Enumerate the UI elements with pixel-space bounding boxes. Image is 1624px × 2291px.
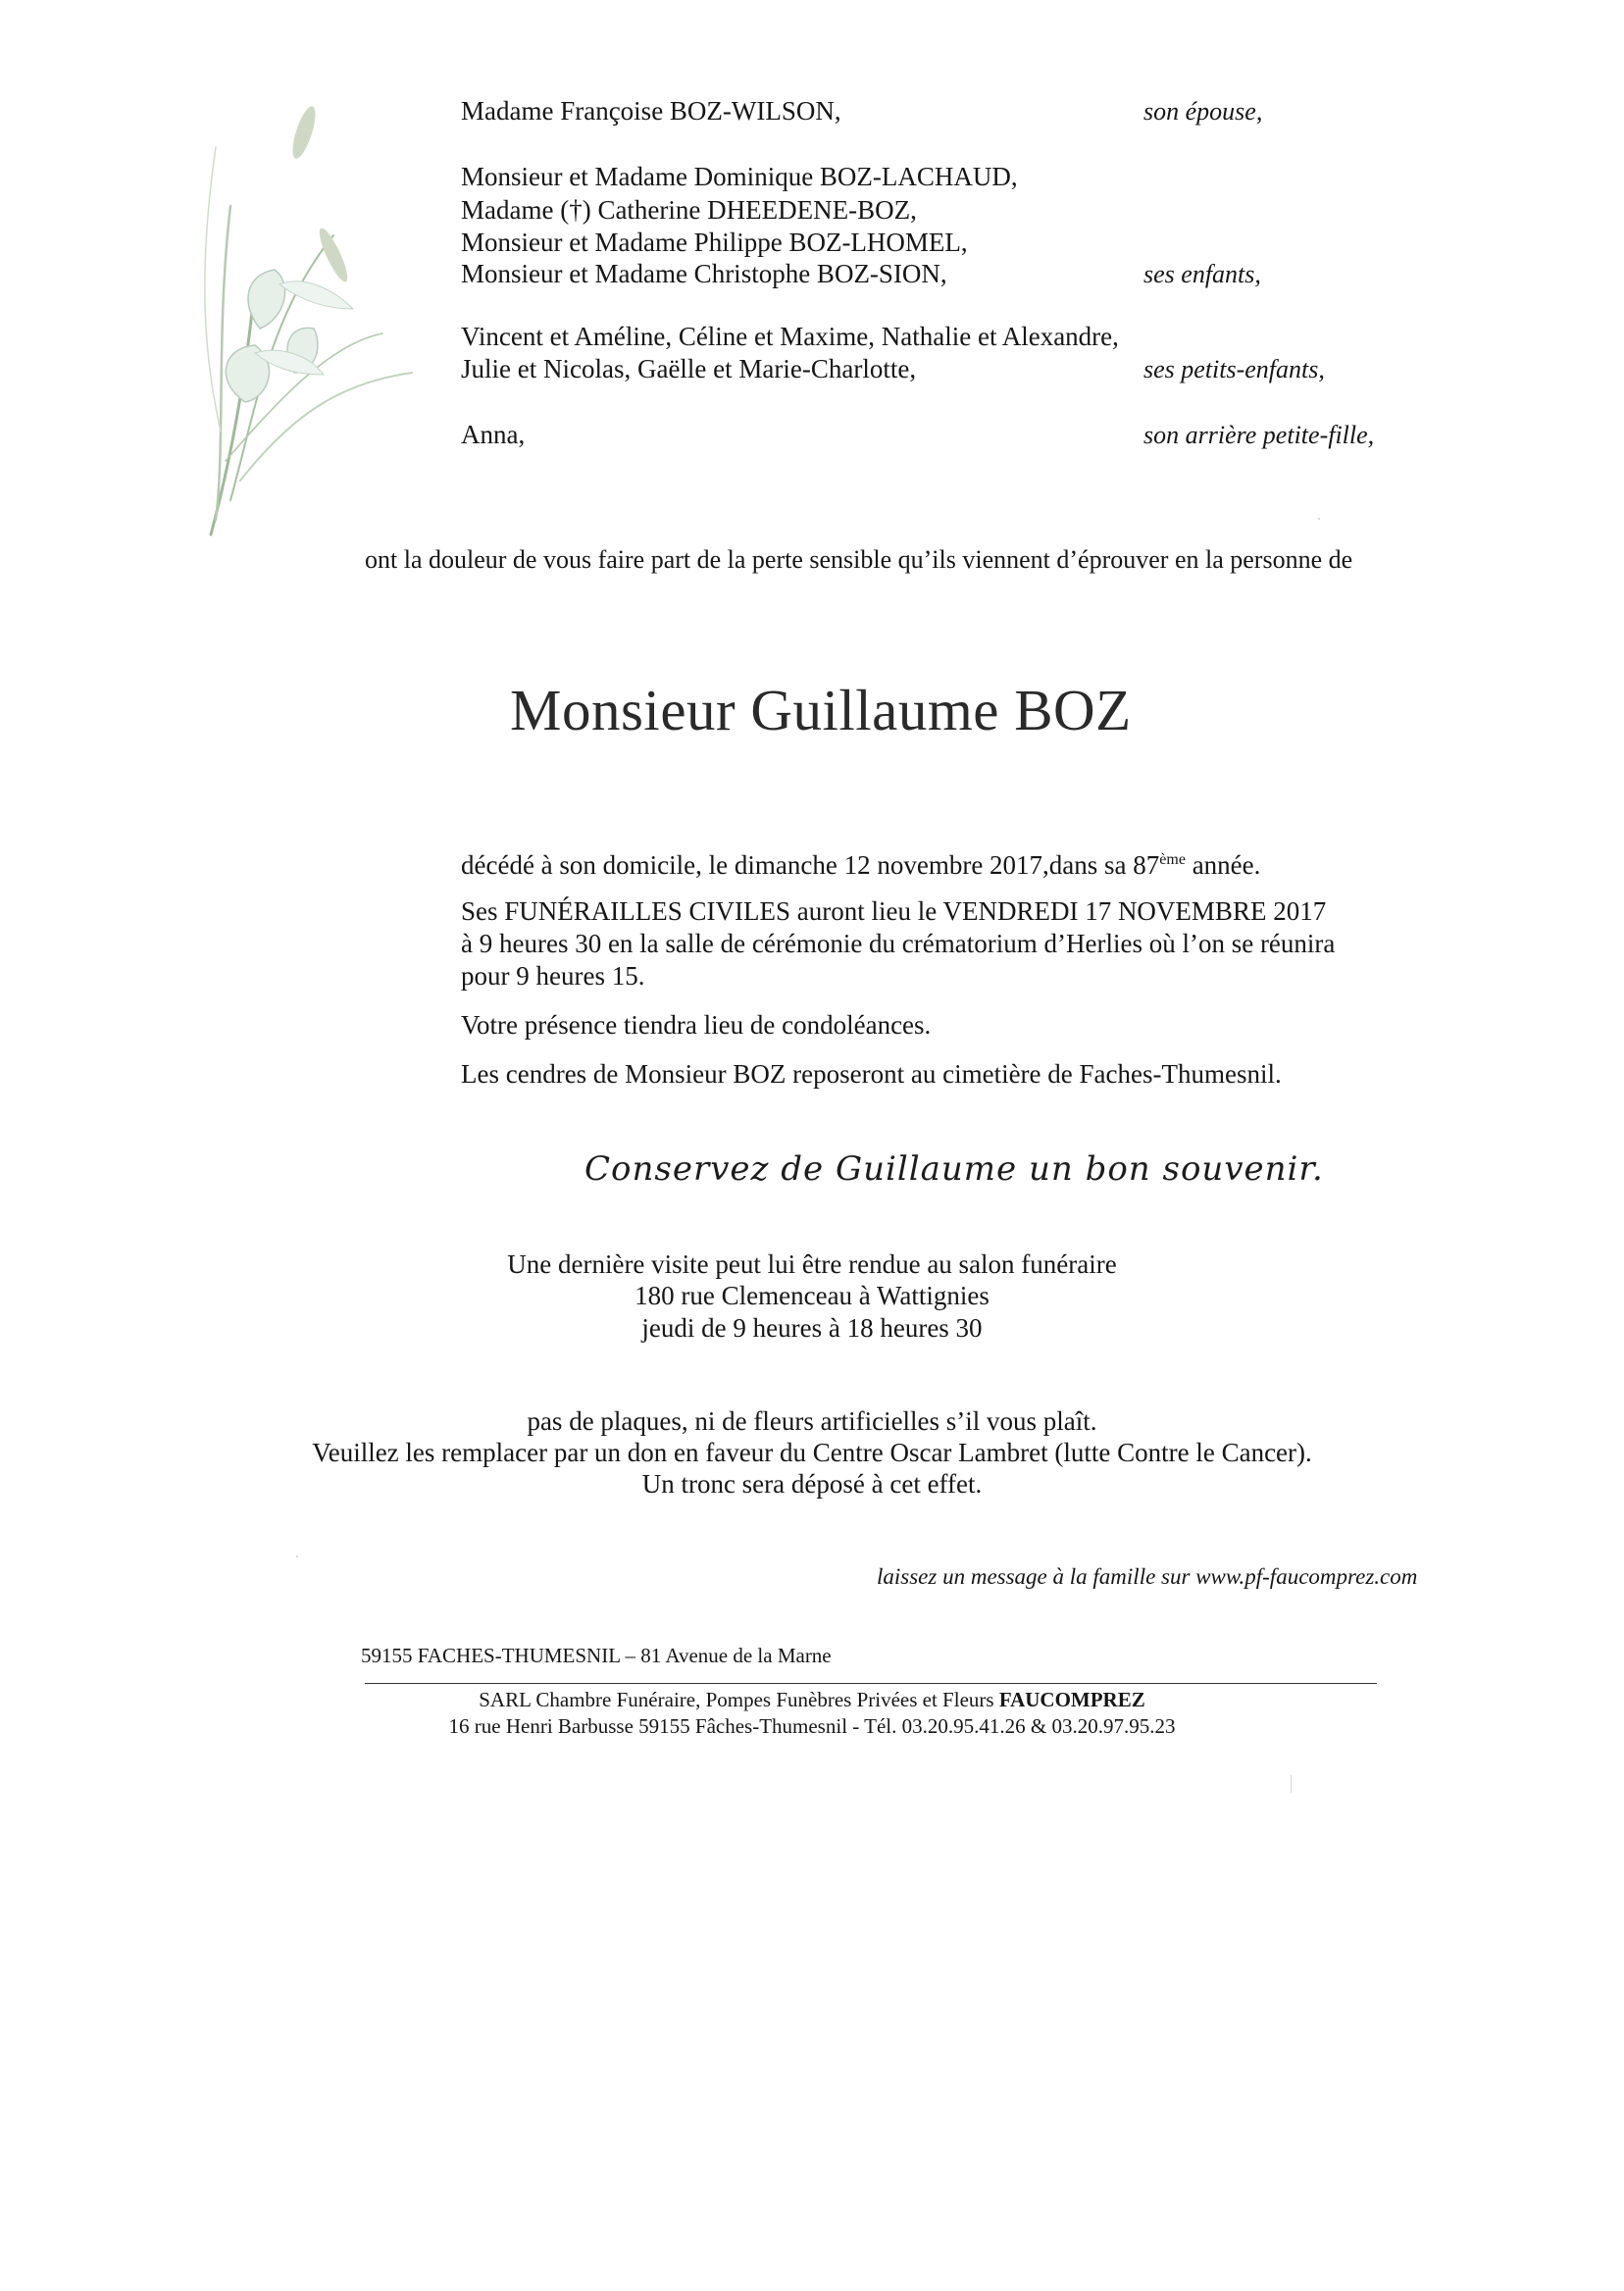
- address-line: 59155 FACHES-THUMESNIL – 81 Avenue de la Marne: [361, 1644, 832, 1667]
- child-line: Monsieur et Madame Dominique BOZ-LACHAUD,: [461, 162, 1018, 191]
- child-line: Monsieur et Madame Philippe BOZ-LHOMEL,: [461, 228, 968, 257]
- child-line: Monsieur et Madame Christophe BOZ-SION,: [461, 259, 947, 288]
- flowers-line: Veuillez les remplacer par un don en faveur du Centre Oscar Lambret (lutte Contre le Cancer).: [312, 1438, 1312, 1467]
- visit-line: jeudi de 9 heures à 18 heures 30: [641, 1313, 983, 1343]
- children-role: ses enfants,: [1143, 260, 1261, 288]
- scan-speck: [1291, 1775, 1292, 1793]
- spouse-name: Madame Françoise BOZ-WILSON,: [461, 96, 841, 126]
- death-info-superscript: ème: [1159, 851, 1186, 868]
- footer-divider: [365, 1683, 1377, 1684]
- grandchildren-line: Julie et Nicolas, Gaëlle et Marie-Charlotte,: [461, 354, 917, 383]
- visit-line: Une dernière visite peut lui être rendue au salon funéraire: [507, 1249, 1117, 1279]
- footer-company-text: SARL Chambre Funéraire, Pompes Funèbres Privées et Fleurs: [479, 1688, 999, 1711]
- scan-speck: [296, 1555, 298, 1557]
- remembrance-script: Conservez de Guillaume un bon souvenir.: [584, 1149, 1324, 1189]
- condolences-text: Votre présence tiendra lieu de condoléances.: [461, 1010, 932, 1040]
- funeral-line: Ses FUNÉRAILLES CIVILES auront lieu le VENDREDI 17 NOVEMBRE 2017: [461, 896, 1327, 926]
- scan-speck: [1318, 518, 1320, 520]
- message-link-text: laissez un message à la famille sur www.pf-faucomprez.com: [877, 1564, 1418, 1589]
- deceased-name: Monsieur Guillaume BOZ: [510, 678, 1132, 742]
- footer-company-brand: FAUCOMPREZ: [998, 1688, 1145, 1711]
- grandchildren-line: Vincent et Améline, Céline et Maxime, Nathalie et Alexandre,: [461, 322, 1119, 351]
- child-line: Madame (†) Catherine DHEEDENE-BOZ,: [461, 195, 917, 225]
- death-info: [461, 844, 1260, 881]
- death-info-main: décédé à son domicile, le dimanche 12 novembre 2017,dans sa 87: [461, 850, 1160, 880]
- great-grandchild-role: son arrière petite-fille,: [1143, 421, 1375, 449]
- great-grandchild-name: Anna,: [461, 420, 526, 449]
- spouse-role: son épouse,: [1143, 97, 1263, 126]
- funeral-line: à 9 heures 30 en la salle de cérémonie du crématorium d’Herlies où l’on se réunira: [461, 929, 1336, 958]
- lily-decoration: [186, 88, 422, 539]
- footer-company: [0, 1687, 1624, 1712]
- grandchildren-role: ses petits-enfants,: [1143, 355, 1325, 383]
- ashes-text: Les cendres de Monsieur BOZ reposeront au cimetière de Faches-Thumesnil.: [461, 1059, 1282, 1089]
- funeral-line: pour 9 heures 15.: [461, 961, 645, 991]
- visit-line: 180 rue Clemenceau à Wattignies: [634, 1281, 990, 1310]
- flowers-line: pas de plaques, ni de fleurs artificielles s’il vous plaît.: [527, 1406, 1097, 1436]
- death-info-end: année.: [1185, 850, 1261, 880]
- footer-contact: 16 rue Henri Barbusse 59155 Fâches-Thumesnil - Tél. 03.20.95.41.26 & 03.20.97.95.23: [448, 1714, 1176, 1738]
- announcement-text: ont la douleur de vous faire part de la perte sensible qu’ils viennent d’éprouver en la personne de: [365, 545, 1353, 574]
- flowers-line: Un tronc sera déposé à cet effet.: [641, 1469, 983, 1499]
